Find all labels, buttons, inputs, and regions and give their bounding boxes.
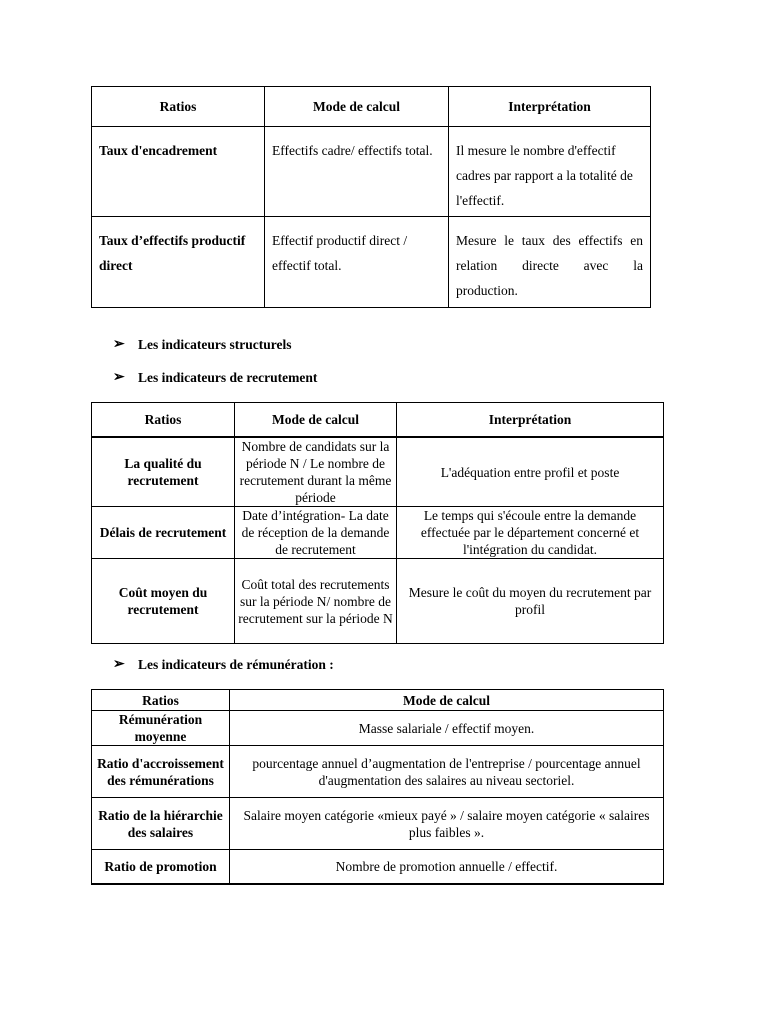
mode-cell: Date d’intégration- La date de réception de la demande de recrutement — [235, 507, 397, 559]
ratio-cell: Coût moyen du recrutement — [92, 559, 235, 644]
bullet-label: Les indicateurs de recrutement — [138, 369, 318, 385]
arrow-bullet-icon: ➢ — [113, 370, 125, 385]
table-row — [92, 507, 664, 559]
mode-cell: Nombre de promotion annuelle / effectif. — [230, 850, 664, 885]
header-interpretation: Interprétation — [397, 403, 664, 438]
table-header-row — [92, 87, 651, 127]
ratio-cell: Ratio de promotion — [92, 850, 230, 885]
ratio-cell: Ratio d'accroissement des rémunérations — [92, 746, 230, 798]
interpretation-cell: L'adéquation entre profil et poste — [397, 437, 664, 507]
mode-cell: Nombre de candidats sur la période N / Le nombre de recrutement durant la même période — [235, 437, 397, 507]
mode-cell: pourcentage annuel d’augmentation de l'entreprise / pourcentage annuel d'augmentation des salaires au niveau sectoriel. — [230, 746, 664, 798]
ratio-cell: Taux d'encadrement — [92, 127, 265, 217]
header-mode-de-calcul: Mode de calcul — [235, 403, 397, 438]
ratio-cell: La qualité du recrutement — [92, 437, 235, 507]
bullet-recrutement — [113, 369, 317, 386]
table-row — [92, 850, 664, 885]
header-ratios: Ratios — [92, 403, 235, 438]
ratio-cell: Rémunération moyenne — [92, 711, 230, 746]
header-mode-de-calcul: Mode de calcul — [265, 87, 449, 127]
interpretation-cell: Il mesure le nombre d'effectif cadres par rapport a la totalité de l'effectif. — [449, 127, 651, 217]
header-ratios: Ratios — [92, 87, 265, 127]
interpretation-cell: Le temps qui s'écoule entre la demande effectuée par le département concerné et l'intégration du candidat. — [397, 507, 664, 559]
bullet-label: Les indicateurs structurels — [138, 336, 292, 352]
mode-cell: Coût total des recrutements sur la période N/ nombre de recrutement sur la période N — [235, 559, 397, 644]
mode-cell: Masse salariale / effectif moyen. — [230, 711, 664, 746]
table-row — [92, 798, 664, 850]
arrow-bullet-icon: ➢ — [113, 657, 125, 672]
header-mode-de-calcul: Mode de calcul — [230, 690, 664, 711]
table-header-row — [92, 690, 664, 711]
header-interpretation: Interprétation — [449, 87, 651, 127]
table-row — [92, 217, 651, 308]
arrow-bullet-icon: ➢ — [113, 337, 125, 352]
bullet-remuneration — [113, 656, 334, 673]
header-ratios: Ratios — [92, 690, 230, 711]
ratio-cell: Ratio de la hiérarchie des salaires — [92, 798, 230, 850]
remuneration-ratios-table — [91, 689, 664, 885]
ratio-cell: Délais de recrutement — [92, 507, 235, 559]
mode-cell: Effectifs cadre/ effectifs total. — [265, 127, 449, 217]
table-row — [92, 437, 664, 507]
table-row — [92, 127, 651, 217]
recruitment-ratios-table — [91, 402, 664, 644]
table-row — [92, 559, 664, 644]
structural-ratios-table — [91, 86, 651, 308]
table-header-row — [92, 403, 664, 438]
mode-cell: Salaire moyen catégorie «mieux payé » / salaire moyen catégorie « salaires plus faibles ». — [230, 798, 664, 850]
interpretation-cell: Mesure le taux des effectifs en relation directe avec la production. — [449, 217, 651, 308]
mode-cell: Effectif productif direct / effectif total. — [265, 217, 449, 308]
ratio-cell: Taux d’effectifs productif direct — [92, 217, 265, 308]
bullet-structurels — [113, 336, 292, 353]
table-row — [92, 711, 664, 746]
interpretation-cell: Mesure le coût du moyen du recrutement par profil — [397, 559, 664, 644]
bullet-label: Les indicateurs de rémunération : — [138, 656, 334, 672]
table-row — [92, 746, 664, 798]
